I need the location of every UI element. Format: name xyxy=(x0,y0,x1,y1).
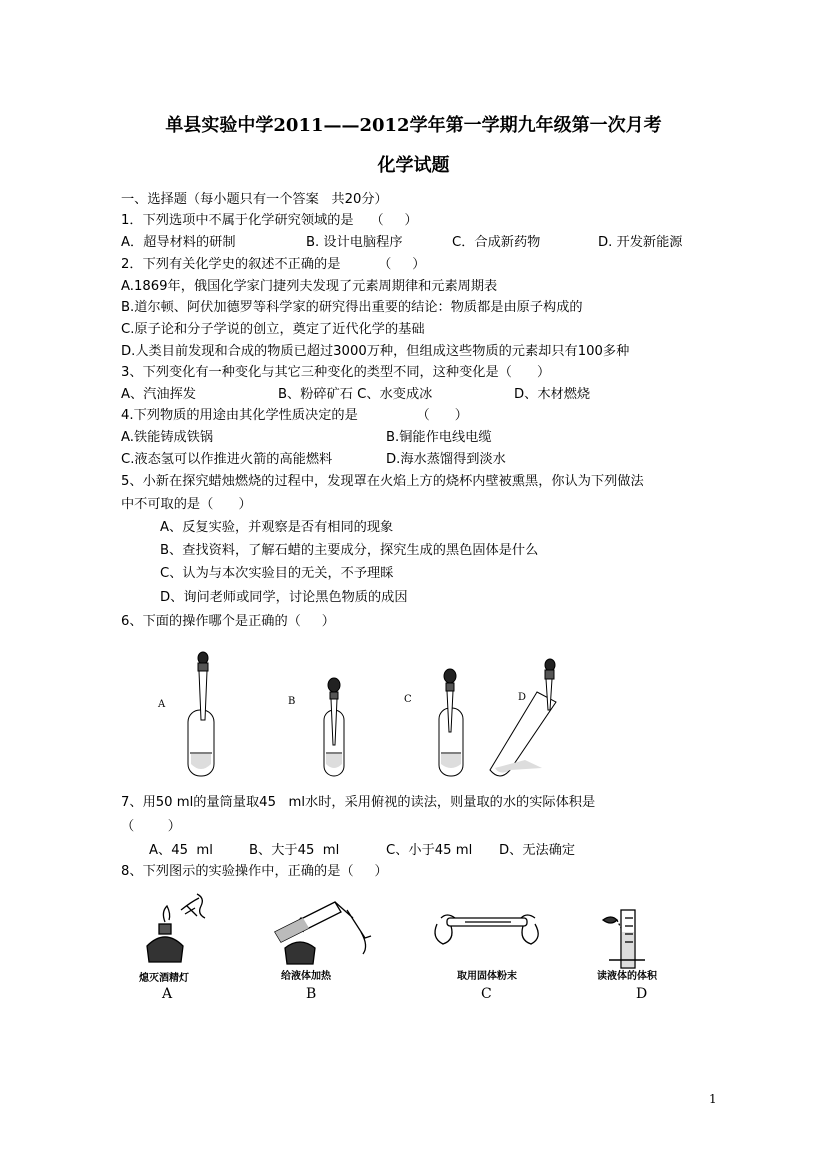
q5-option-d: D、询问老师或同学，讨论黑色物质的成因 xyxy=(160,590,408,605)
q2-option-a: A.1869年，俄国化学家门捷列夫发现了元素周期律和元素周期表 xyxy=(121,279,498,294)
q2-option-b: B.道尔顿、阿伏加德罗等科学家的研究得出重要的结论：物质都是由原子构成的 xyxy=(121,300,583,315)
q8-letter-b: B xyxy=(306,986,317,1002)
q7-stem-line1: 7、用50 ml的量筒量取45 ml水时，采用俯视的读法，则量取的水的实际体积是 xyxy=(121,795,596,810)
q6-label-a: A xyxy=(158,699,166,710)
q4-option-b: B.铜能作电线电缆 xyxy=(386,430,492,445)
q8-operations-figure xyxy=(125,888,685,1003)
q6-figure-c xyxy=(439,669,463,776)
q4-option-c: C.液态氢可以作推进火箭的高能燃料 xyxy=(121,452,333,467)
q1-option-a: A．超导材料的研制 xyxy=(121,235,236,250)
q5-option-b: B、查找资料，了解石蜡的主要成分，探究生成的黑色固体是什么 xyxy=(160,543,539,558)
page-title: 单县实验中学2011——2012学年第一学期九年级第一次月考 xyxy=(165,115,662,136)
q7-option-c: C、小于45 ml xyxy=(386,843,473,858)
q6-figure-b xyxy=(324,678,344,776)
q3-stem: 3、下列变化有一种变化与其它三种变化的类型不同，这种变化是（ ） xyxy=(121,365,551,380)
q2-stem: 2．下列有关化学史的叙述不正确的是 （ ） xyxy=(121,257,426,272)
q6-figure-a xyxy=(188,652,214,776)
q2-option-d: D.人类目前发现和合成的物质已超过3000万种，但组成这些物质的元素却只有100多种 xyxy=(121,344,630,359)
q5-stem-line1: 5、小新在探究蜡烛燃烧的过程中，发现罩在火焰上方的烧杯内壁被熏黑，你认为下列做法 xyxy=(121,474,644,489)
q1-stem: 1．下列选项中不属于化学研究领域的是 （ ） xyxy=(121,213,418,228)
q8-letter-a: A xyxy=(162,986,173,1002)
q8-figure-a xyxy=(147,894,205,962)
q4-option-a: A.铁能铸成铁锅 xyxy=(121,430,214,445)
q5-stem-line2: 中不可取的是（ ） xyxy=(121,497,252,512)
q7-option-a: A、45 ml xyxy=(149,843,213,858)
q3-option-a: A、汽油挥发 xyxy=(121,387,196,402)
q7-option-d: D、无法确定 xyxy=(499,843,576,858)
q3-option-bc: B、粉碎矿石 C、水变成冰 xyxy=(278,387,433,402)
q8-caption-b: 给液体加热 xyxy=(281,971,331,982)
q4-stem: 4.下列物质的用途由其化学性质决定的是 （ ） xyxy=(121,408,468,423)
q5-option-a: A、反复实验，并观察是否有相同的现象 xyxy=(160,520,394,535)
q5-option-c: C、认为与本次实验目的无关，不予理睬 xyxy=(160,566,394,581)
q6-stem: 6、下面的操作哪个是正确的（ ） xyxy=(121,614,335,629)
q8-stem: 8、下列图示的实验操作中，正确的是（ ） xyxy=(121,864,388,879)
q8-caption-d: 读液体的体积 xyxy=(597,971,657,982)
section-heading: 一、选择题（每小题只有一个答案 共20分） xyxy=(121,192,388,207)
page-subtitle: 化学试题 xyxy=(377,155,450,176)
page-number: 1 xyxy=(709,1092,717,1106)
q8-figure-d xyxy=(603,910,645,968)
q1-option-b: B. 设计电脑程序 xyxy=(306,235,403,250)
q7-stem-line2: （ ） xyxy=(121,819,181,834)
q6-label-b: B xyxy=(288,696,296,707)
q8-letter-d: D xyxy=(636,986,648,1002)
q1-option-d: D. 开发新能源 xyxy=(598,235,683,250)
q8-caption-a: 熄灭酒精灯 xyxy=(139,973,189,984)
q4-option-d: D.海水蒸馏得到淡水 xyxy=(386,452,506,467)
q2-option-c: C.原子论和分子学说的创立，奠定了近代化学的基础 xyxy=(121,322,425,337)
q8-figure-b xyxy=(275,902,371,964)
q3-option-d: D、木材燃烧 xyxy=(514,387,591,402)
q6-figure-d xyxy=(490,659,556,776)
q6-label-d: D xyxy=(518,692,527,703)
q6-label-c: C xyxy=(404,694,412,705)
q8-letter-c: C xyxy=(481,986,492,1002)
q8-caption-c: 取用固体粉末 xyxy=(457,971,517,982)
q6-dropper-figure xyxy=(150,650,600,780)
q1-option-c: C．合成新药物 xyxy=(452,235,541,250)
q7-option-b: B、大于45 ml xyxy=(249,843,340,858)
q8-figure-c xyxy=(435,915,538,944)
